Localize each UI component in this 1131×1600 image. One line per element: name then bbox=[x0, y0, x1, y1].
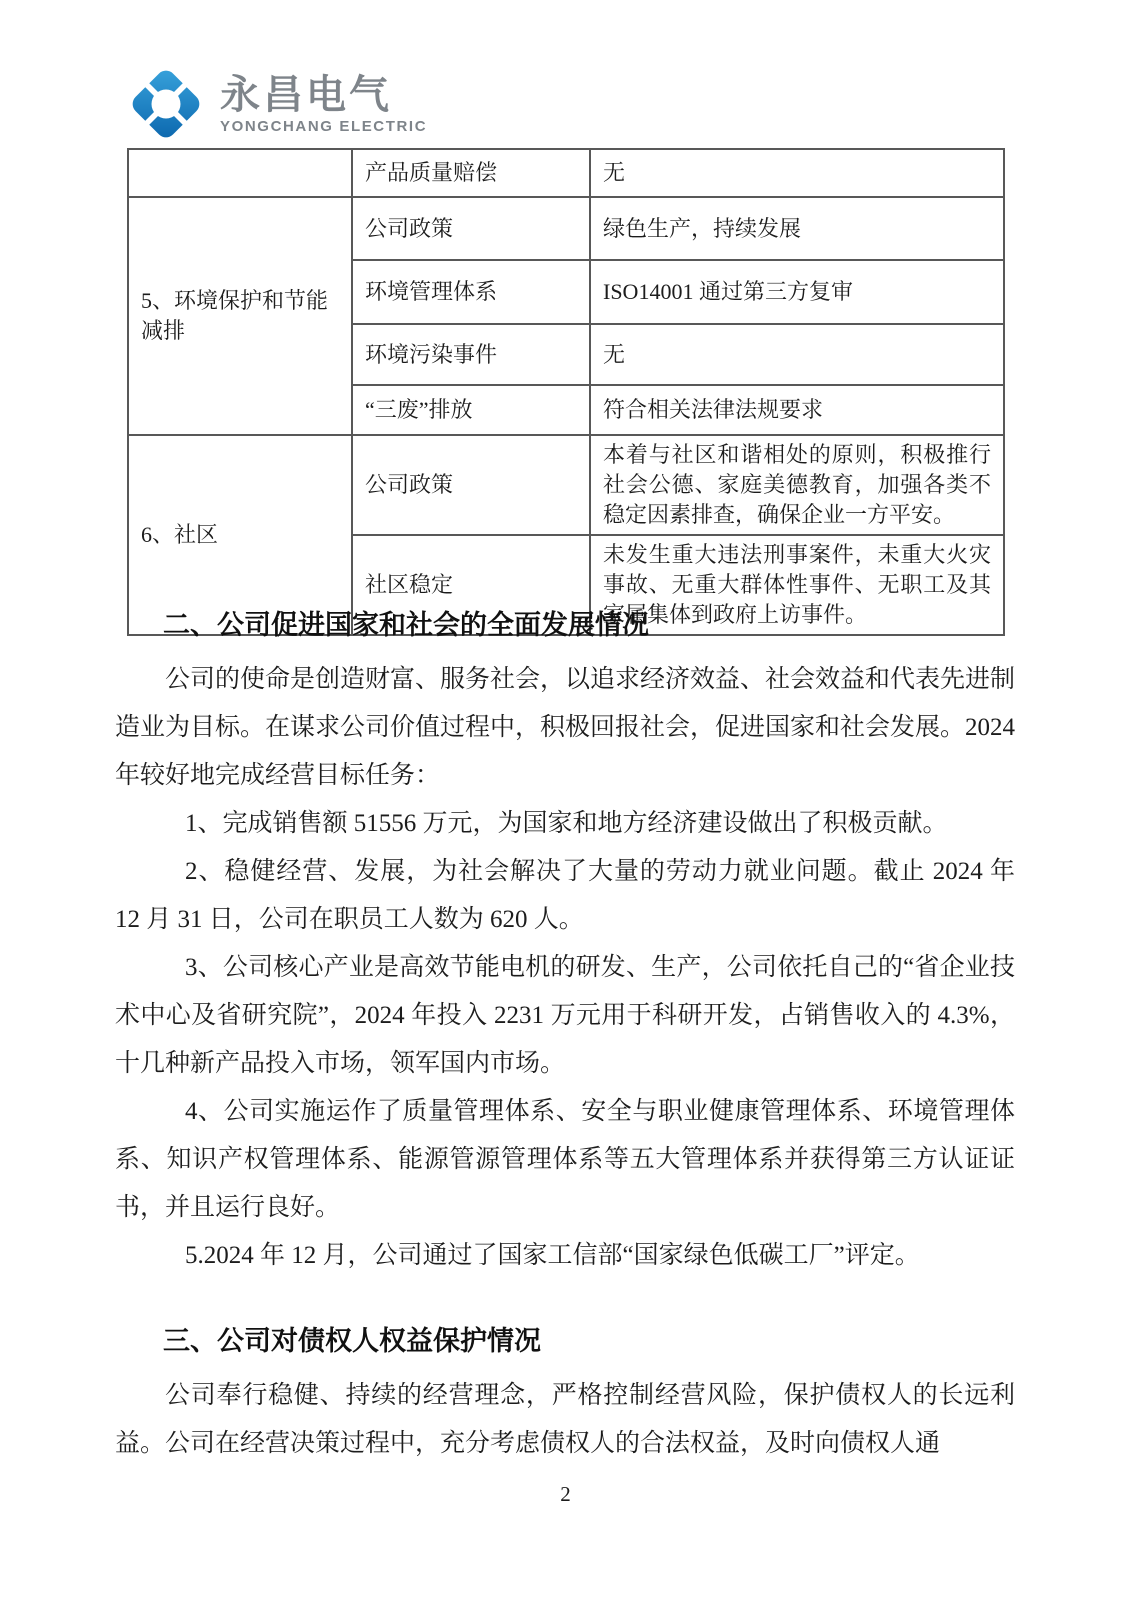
table-row bbox=[128, 435, 1004, 535]
section-2-item-5: 5.2024 年 12 月，公司通过了国家工信部“国家绿色低碳工厂”评定。 bbox=[185, 1242, 920, 1269]
section-2-item-2: 2、稳健经营、发展，为社会解决了大量的劳动力就业问题。截止 2024 年 12 月 31 日，公司在职员工人数为 620 人。 bbox=[115, 858, 1015, 933]
table-cell-value: 绿色生产，持续发展 bbox=[590, 197, 1004, 260]
table-cell-value: 未发生重大违法刑事案件，未重大火灾事故、无重大群体性事件、无职工及其家属集体到政府上访事件。 bbox=[590, 535, 1004, 635]
section-2-item-1: 1、完成销售额 51556 万元，为国家和地方经济建设做出了积极贡献。 bbox=[185, 810, 948, 837]
company-logo bbox=[126, 64, 427, 144]
table-cell-value: 本着与社区和谐相处的原则，积极推行社会公德、家庭美德教育，加强各类不稳定因素排查，确保企业一方平安。 bbox=[590, 435, 1004, 535]
table-cell-value: ISO14001 通过第三方复审 bbox=[590, 260, 1004, 324]
section-2-intro-paragraph: 公司的使命是创造财富、服务社会，以追求经济效益、社会效益和代表先进制造业为目标。在谋求公司价值过程中，积极回报社会，促进国家和社会发展。2024 年较好地完成经营目标任务： bbox=[115, 666, 1016, 789]
table-cell-category-community: 6、社区 bbox=[128, 435, 352, 635]
table-row bbox=[128, 197, 1004, 260]
table-cell-label: 产品质量赔偿 bbox=[352, 149, 590, 197]
table-cell-category-environment: 5、环境保护和节能减排 bbox=[128, 197, 352, 435]
table-cell-label: 环境管理体系 bbox=[352, 260, 590, 324]
document-body bbox=[115, 606, 1015, 1468]
table-cell-value: 无 bbox=[590, 324, 1004, 385]
table-cell-value: 无 bbox=[590, 149, 1004, 197]
company-logo-text bbox=[220, 74, 427, 135]
section-2-item-3: 3、公司核心产业是高效节能电机的研发、生产，公司依托自己的“省企业技术中心及省研究院”，2024 年投入 2231 万元用于科研开发，占销售收入的 4.3%，十几种新产品投入市场，领军国内市场。 bbox=[115, 954, 1015, 1077]
company-name-en: YONGCHANG ELECTRIC bbox=[220, 117, 428, 135]
table-cell-label: 公司政策 bbox=[352, 435, 590, 535]
table-cell-label: 环境污染事件 bbox=[352, 324, 590, 385]
section-heading-2: 二、公司促进国家和社会的全面发展情况 bbox=[163, 610, 649, 640]
section-heading-3: 三、公司对债权人权益保护情况 bbox=[163, 1326, 541, 1356]
table-row bbox=[128, 149, 1004, 197]
table-cell-label: 社区稳定 bbox=[352, 535, 590, 635]
table-cell-label: “三废”排放 bbox=[352, 385, 590, 435]
csr-indicators-table bbox=[127, 148, 1005, 636]
table-cell-value: 符合相关法律法规要求 bbox=[590, 385, 1004, 435]
table-cell-category-empty bbox=[128, 149, 352, 197]
section-3-paragraph: 公司奉行稳健、持续的经营理念，严格控制经营风险，保护债权人的长远利益。公司在经营决策过程中，充分考虑债权人的合法权益，及时向债权人通 bbox=[115, 1382, 1015, 1457]
section-2-item-4: 4、公司实施运作了质量管理体系、安全与职业健康管理体系、环境管理体系、知识产权管理体系、能源管源管理体系等五大管理体系并获得第三方认证证书，并且运行良好。 bbox=[115, 1098, 1015, 1221]
yongchang-diamond-logo-icon bbox=[126, 64, 206, 144]
table-cell-label: 公司政策 bbox=[352, 197, 590, 260]
page-number: 2 bbox=[560, 1482, 571, 1506]
company-name: 永昌电气 bbox=[220, 72, 392, 117]
